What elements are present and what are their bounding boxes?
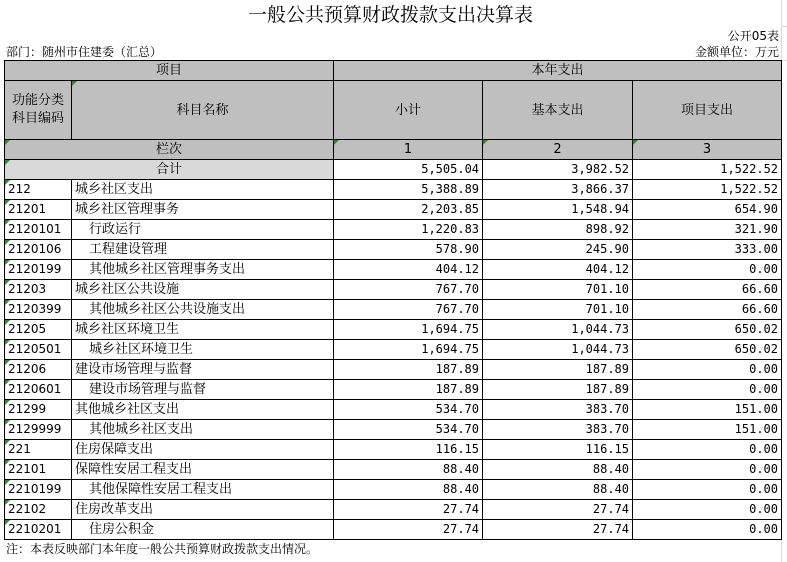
cell-subject-name[interactable]: 其他城乡社区支出 [72,400,334,420]
table-row [5,240,782,260]
cell-code[interactable]: 22101 [5,460,72,480]
cell-subject-name[interactable]: 其他城乡社区支出 [72,420,334,440]
cell-project[interactable]: 0.00 [633,440,782,460]
cell-project[interactable]: 650.02 [633,340,782,360]
total-basic[interactable]: 3,982.52 [483,160,633,180]
cell-code[interactable]: 2120101 [5,220,72,240]
cell-code[interactable]: 2210201 [5,520,72,540]
cell-subject-name[interactable]: 住房改革支出 [72,500,334,520]
cell-project[interactable]: 66.60 [633,300,782,320]
cell-code[interactable]: 2210199 [5,480,72,500]
table-row [5,460,782,480]
cell-subject-name[interactable]: 城乡社区环境卫生 [72,320,334,340]
cell-subtotal[interactable]: 88.40 [334,480,483,500]
cell-subtotal[interactable]: 116.15 [334,440,483,460]
cell-code[interactable]: 2120601 [5,380,72,400]
table-row [5,200,782,220]
cell-subject-name[interactable]: 城乡社区管理事务 [72,200,334,220]
cell-basic[interactable]: 88.40 [483,480,633,500]
cell-code[interactable]: 2120501 [5,340,72,360]
header-row [5,61,782,81]
header-subtotal[interactable]: 小计 [334,81,483,140]
cell-subtotal[interactable]: 27.74 [334,500,483,520]
cell-basic[interactable]: 1,044.73 [483,340,633,360]
table-row [5,480,782,500]
cell-subject-name[interactable]: 住房保障支出 [72,440,334,460]
cell-project[interactable]: 0.00 [633,380,782,400]
cell-project[interactable]: 151.00 [633,420,782,440]
cell-subtotal[interactable]: 404.12 [334,260,483,280]
cell-subtotal[interactable]: 1,694.75 [334,320,483,340]
cell-project[interactable]: 0.00 [633,460,782,480]
cell-code[interactable]: 2120199 [5,260,72,280]
total-subtotal[interactable]: 5,505.04 [334,160,483,180]
cell-subject-name[interactable]: 其他城乡社区公共设施支出 [72,300,334,320]
cell-basic[interactable]: 898.92 [483,220,633,240]
cell-project[interactable]: 0.00 [633,500,782,520]
cell-subject-name[interactable]: 城乡社区支出 [72,180,334,200]
table-row [5,420,782,440]
cell-project[interactable]: 654.90 [633,200,782,220]
cell-basic[interactable]: 1,548.94 [483,200,633,220]
table-row [5,520,782,540]
cell-code[interactable]: 2120399 [5,300,72,320]
cell-project[interactable]: 650.02 [633,320,782,340]
cell-project[interactable]: 321.90 [633,220,782,240]
cell-subtotal[interactable]: 2,203.85 [334,200,483,220]
table-row [5,220,782,240]
header-basic[interactable]: 基本支出 [483,81,633,140]
header-current-year[interactable]: 本年支出 [334,61,782,81]
cell-code[interactable]: 21201 [5,200,72,220]
header-subject-name[interactable]: 科目名称 [72,81,334,140]
table-row [5,380,782,400]
cell-subtotal[interactable]: 5,388.89 [334,180,483,200]
table-row [5,340,782,360]
cell-basic[interactable]: 701.10 [483,280,633,300]
cell-subtotal[interactable]: 187.89 [334,360,483,380]
cell-subject-name[interactable]: 工程建设管理 [72,240,334,260]
cell-basic[interactable]: 187.89 [483,360,633,380]
table-row [5,440,782,460]
cell-basic[interactable]: 3,866.37 [483,180,633,200]
header-col-1[interactable]: 1 [334,140,483,160]
cell-basic[interactable]: 383.70 [483,400,633,420]
table-row [5,300,782,320]
expenditure-table [4,60,782,540]
table-row [5,260,782,280]
cell-subject-name[interactable]: 城乡社区公共设施 [72,280,334,300]
cell-project[interactable]: 0.00 [633,520,782,540]
cell-subject-name[interactable]: 建设市场管理与监督 [72,380,334,400]
header-row [5,140,782,160]
header-row [5,81,782,140]
table-row [5,500,782,520]
cell-basic[interactable]: 116.15 [483,440,633,460]
header-project-expense[interactable]: 项目支出 [633,81,782,140]
cell-code[interactable]: 21206 [5,360,72,380]
cell-code[interactable]: 21205 [5,320,72,340]
cell-code[interactable]: 2120106 [5,240,72,260]
cell-code[interactable]: 221 [5,440,72,460]
cell-subtotal[interactable]: 1,694.75 [334,340,483,360]
total-project[interactable]: 1,522.52 [633,160,782,180]
cell-project[interactable]: 0.00 [633,260,782,280]
cell-basic[interactable]: 27.74 [483,500,633,520]
header-project[interactable]: 项目 [5,61,334,81]
cell-subtotal[interactable]: 578.90 [334,240,483,260]
table-row [5,400,782,420]
cell-code[interactable]: 22102 [5,500,72,520]
cell-code[interactable]: 21299 [5,400,72,420]
grid-line [781,26,787,27]
cell-basic[interactable]: 245.90 [483,240,633,260]
cell-subject-name[interactable]: 城乡社区环境卫生 [72,340,334,360]
cell-subject-name[interactable]: 其他保障性安居工程支出 [72,480,334,500]
table-row [5,180,782,200]
cell-subject-name[interactable]: 建设市场管理与监督 [72,360,334,380]
cell-project[interactable]: 333.00 [633,240,782,260]
cell-subtotal[interactable]: 187.89 [334,380,483,400]
cell-subtotal[interactable]: 88.40 [334,460,483,480]
cell-code[interactable]: 212 [5,180,72,200]
header-column-no[interactable]: 栏次 [5,140,334,160]
cell-basic[interactable]: 701.10 [483,300,633,320]
cell-subtotal[interactable]: 1,220.83 [334,220,483,240]
header-col-2[interactable]: 2 [483,140,633,160]
cell-project[interactable]: 1,522.52 [633,180,782,200]
header-col-3[interactable]: 3 [633,140,782,160]
cell-code[interactable]: 21203 [5,280,72,300]
cell-subject-name[interactable]: 行政运行 [72,220,334,240]
total-label[interactable]: 合计 [5,160,334,180]
form-code: 公开05表 [727,29,779,43]
header-category-code[interactable]: 功能分类科目编码 [5,81,72,140]
cell-basic[interactable]: 1,044.73 [483,320,633,340]
cell-subject-name[interactable]: 其他城乡社区管理事务支出 [72,260,334,280]
report-title: 一般公共预算财政拨款支出决算表 [247,4,533,26]
amount-unit-label: 金额单位：万元 [694,45,779,59]
cell-subject-name[interactable]: 住房公积金 [72,520,334,540]
footnote: 注：本表反映部门本年度一般公共预算财政拨款支出情况。 [6,542,319,556]
cell-project[interactable]: 151.00 [633,400,782,420]
cell-subtotal[interactable]: 534.70 [334,400,483,420]
cell-basic[interactable]: 88.40 [483,460,633,480]
cell-subtotal[interactable]: 534.70 [334,420,483,440]
total-row [5,160,782,180]
department-label: 部门：随州市住建委（汇总） [6,45,163,59]
table-row [5,320,782,340]
cell-basic[interactable]: 404.12 [483,260,633,280]
cell-subtotal[interactable]: 27.74 [334,520,483,540]
cell-subject-name[interactable]: 保障性安居工程支出 [72,460,334,480]
cell-project[interactable]: 0.00 [633,480,782,500]
cell-subtotal[interactable]: 767.70 [334,280,483,300]
cell-subtotal[interactable]: 767.70 [334,300,483,320]
table-row [5,360,782,380]
cell-project[interactable]: 0.00 [633,360,782,380]
table-row [5,280,782,300]
cell-basic[interactable]: 383.70 [483,420,633,440]
cell-basic[interactable]: 27.74 [483,520,633,540]
cell-project[interactable]: 66.60 [633,280,782,300]
cell-code[interactable]: 2129999 [5,420,72,440]
cell-basic[interactable]: 187.89 [483,380,633,400]
